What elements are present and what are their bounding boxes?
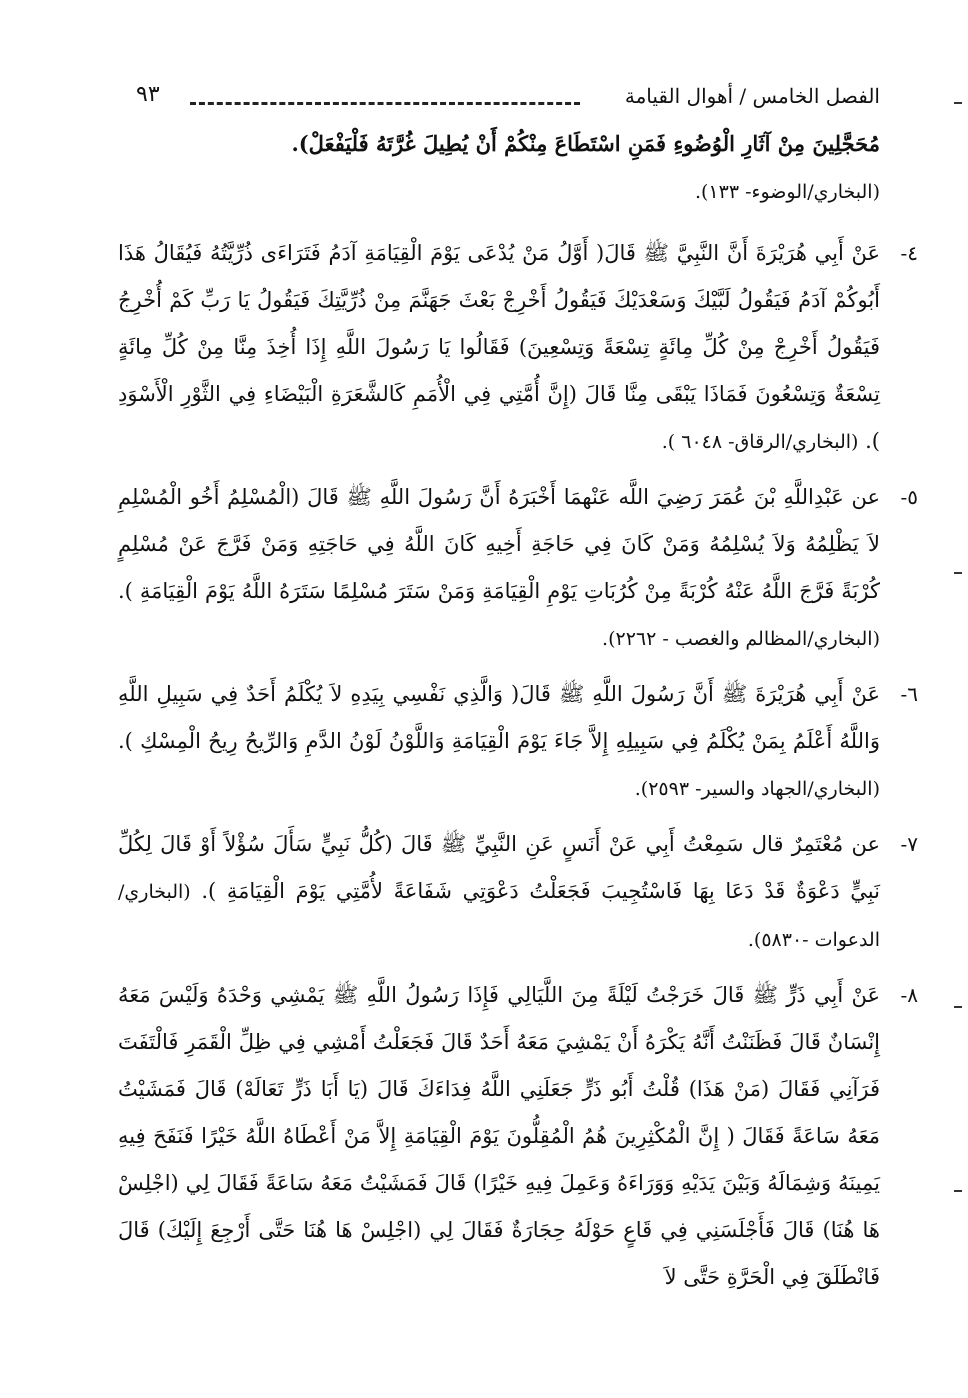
chapter-title: الفصل الخامس / أهوال القيامة <box>624 84 880 108</box>
intro-text: مُحَجَّلِينَ مِنْ آثَارِ الْوُضُوءِ فَمَنِ اسْتَطَاعَ مِنْكُمْ أَنْ يُطِيلَ غُرَّتَهُ فَلْيَفْعَلْ). <box>291 131 880 156</box>
document-page <box>118 80 918 1380</box>
hadith-paragraph-8: ٨- عَنْ أَبِي ذَرٍّ ﷺ قَالَ خَرَجْتُ لَيْلَةً مِنَ اللَّيَالِي فَإِذَا رَسُولُ اللَّهِ ﷺ يَمْشِي وَحْدَهُ وَلَيْسَ مَعَهُ إِنْسَانٌ قَالَ فَظَنَنْتُ أَنَّهُ يَكْرَهُ أَنْ يَمْشِيَ مَعَهُ أَحَدٌ قَالَ فَجَعَلْتُ أَمْشِي فِي ظِلِّ الْقَمَرِ فَالْتَفَتَ فَرَآنِي فَقَالَ (مَنْ هَذَا) قُلْتُ أَبُو ذَرٍّ جَعَلَنِي اللَّهُ فِدَاءَكَ قَالَ (يَا أَبَا ذَرٍّ تَعَالَهْ) قَالَ فَمَشَيْتُ مَعَهُ سَاعَةً فَقَالَ ( إِنَّ الْمُكْثِرِينَ هُمُ الْمُقِلُّونَ يَوْمَ الْقِيَامَةِ إِلاَّ مَنْ أَعْطَاهُ اللَّهُ خَيْرًا فَنَفَحَ فِيهِ يَمِينَهُ وَشِمَالَهُ وَبَيْنَ يَدَيْهِ وَوَرَاءَهُ وَعَمِلَ فِيهِ خَيْرًا) قَالَ فَمَشَيْتُ مَعَهُ سَاعَةً فَقَالَ لِي (اجْلِسْ هَا هُنَا) قَالَ فَأَجْلَسَنِي فِي قَاعٍ حَوْلَهُ حِجَارَةٌ فَقَالَ لِي (اجْلِسْ هَا هُنَا حَتَّى أَرْجِعَ إِلَيْكَ) قَالَ فَانْطَلَقَ فِي الْحَرَّةِ حَتَّى لاَ <box>118 983 918 1289</box>
hadith-paragraph-6: ٦- عَنْ أَبِي هُرَيْرَةَ ﷺ أَنَّ رَسُولَ اللَّهِ ﷺ قَالَ( وَالَّذِي نَفْسِي بِيَدِهِ لاَ يُكْلَمُ أَحَدٌ فِي سَبِيلِ اللَّهِ وَاللَّهُ أَعْلَمُ بِمَنْ يُكْلَمُ فِي سَبِيلِهِ إِلاَّ جَاءَ يَوْمَ الْقِيَامَةِ وَاللَّوْنُ لَوْنُ الدَّمِ وَالرِّيحُ رِيحُ الْمِسْكِ ). (البخاري/الجهاد والسير- ٢٥٩٣). <box>118 682 918 800</box>
paragraph-source: (البخاري/الجهاد والسير- ٢٥٩٣). <box>634 778 880 800</box>
paragraph-text: عَنْ أَبِي هُرَيْرَةَ أَنَّ النَّبِيَّ ﷺ قَالَ( أَوَّلُ مَنْ يُدْعَى يَوْمَ الْقِيَامَةِ آدَمُ فَتَرَاءَى ذُرِّيَّتُهُ فَيُقَالُ هَذَا أَبُوكُمْ آدَمُ فَيَقُولُ لَبَّيْكَ وَسَعْدَيْكَ فَيَقُولُ أَخْرِجْ بَعْثَ جَهَنَّمَ مِنْ ذُرِّيَّتِكَ فَيَقُولُ يَا رَبِّ كَمْ أُخْرِجُ فَيَقُولُ أَخْرِجْ مِنْ كُلِّ مِائَةٍ تِسْعَةً وَتِسْعِينَ) فَقَالُوا يَا رَسُولَ اللَّهِ إِذَا أُخِذَ مِنَّا مِنْ كُلِّ مِائَةٍ تِسْعَةٌ وَتِسْعُونَ فَمَاذَا يَبْقَى مِنَّا قَالَ (إِنَّ أُمَّتِي فِي الْأُمَمِ كَالشَّعَرَةِ الْبَيْضَاءِ فِي الثَّوْرِ الْأَسْوَدِ ). <box>118 241 880 453</box>
paragraph-source: (البخاري/المظالم والغصب - ٢٢٦٢). <box>602 628 880 650</box>
paragraph-text: عن مُعْتَمِرٌ قال سَمِعْتُ أَبِي عَنْ أَنَسٍ عَنِ النَّبِيِّ ﷺ قَالَ (كُلُّ نَبِيٍّ سَأَلَ سُؤْلاً أَوْ قَالَ لِكُلِّ نَبِيٍّ دَعْوَةٌ قَدْ دَعَا بِهَا فَاسْتُجِيبَ فَجَعَلْتُ دَعْوَتِي شَفَاعَةً لأُمَّتِي يَوْمَ الْقِيَامَةِ ). <box>118 832 880 903</box>
edge-mark <box>954 102 962 104</box>
hadith-paragraph-7: ٧- عن مُعْتَمِرٌ قال سَمِعْتُ أَبِي عَنْ أَنَسٍ عَنِ النَّبِيِّ ﷺ قَالَ (كُلُّ نَبِيٍّ سَأَلَ سُؤْلاً أَوْ قَالَ لِكُلِّ نَبِيٍّ دَعْوَةٌ قَدْ دَعَا بِهَا فَاسْتُجِيبَ فَجَعَلْتُ دَعْوَتِي شَفَاعَةً لأُمَّتِي يَوْمَ الْقِيَامَةِ ). (البخاري/الدعوات -٥٨٣٠). <box>118 832 918 951</box>
hadith-paragraph-4: ٤- عَنْ أَبِي هُرَيْرَةَ أَنَّ النَّبِيَّ ﷺ قَالَ( أَوَّلُ مَنْ يُدْعَى يَوْمَ الْقِيَامَةِ آدَمُ فَتَرَاءَى ذُرِّيَّتُهُ فَيُقَالُ هَذَا أَبُوكُمْ آدَمُ فَيَقُولُ لَبَّيْكَ وَسَعْدَيْكَ فَيَقُولُ أَخْرِجْ بَعْثَ جَهَنَّمَ مِنْ ذُرِّيَّتِكَ فَيَقُولُ يَا رَبِّ كَمْ أُخْرِجُ فَيَقُولُ أَخْرِجْ مِنْ كُلِّ مِائَةٍ تِسْعَةً وَتِسْعِينَ) فَقَالُوا يَا رَسُولَ اللَّهِ إِذَا أُخِذَ مِنَّا مِنْ كُلِّ مِائَةٍ تِسْعَةٌ وَتِسْعُونَ فَمَاذَا يَبْقَى مِنَّا قَالَ (إِنَّ أُمَّتِي فِي الْأُمَمِ كَالشَّعَرَةِ الْبَيْضَاءِ فِي الثَّوْرِ الْأَسْوَدِ ). (البخاري/الرقاق- ٦٠٤٨ ). <box>118 241 918 453</box>
edge-mark <box>954 1190 962 1192</box>
intro-paragraph <box>118 120 880 216</box>
body-text <box>118 120 918 1302</box>
hadith-paragraph-5: ٥- عن عَبْدِاللَّهِ بْنَ عُمَرَ رَضِيَ اللَّه عَنْهمَا أَخْبَرَهُ أَنَّ رَسُولَ اللَّهِ ﷺ قَالَ (الْمُسْلِمُ أَخُو الْمُسْلِمِ لاَ يَظْلِمُهُ وَلاَ يُسْلِمُهُ وَمَنْ كَانَ فِي حَاجَةِ أَخِيهِ كَانَ اللَّهُ فِي حَاجَتِهِ وَمَنْ فَرَّجَ عَنْ مُسْلِمٍ كُرْبَةً فَرَّجَ اللَّهُ عَنْهُ كُرْبَةً مِنْ كُرُبَاتِ يَوْمِ الْقِيَامَةِ وَمَنْ سَتَرَ مُسْلِمًا سَتَرَهُ اللَّهُ يَوْمَ الْقِيَامَةِ ). (البخاري/المظالم والغصب - ٢٢٦٢). <box>118 485 918 650</box>
edge-mark <box>954 1006 962 1008</box>
paragraph-text: عَنْ أَبِي ذَرٍّ ﷺ قَالَ خَرَجْتُ لَيْلَةً مِنَ اللَّيَالِي فَإِذَا رَسُولُ اللَّهِ ﷺ يَمْشِي وَحْدَهُ وَلَيْسَ مَعَهُ إِنْسَانٌ قَالَ فَظَنَنْتُ أَنَّهُ يَكْرَهُ أَنْ يَمْشِيَ مَعَهُ أَحَدٌ قَالَ فَجَعَلْتُ أَمْشِي فِي ظِلِّ الْقَمَرِ فَالْتَفَتَ فَرَآنِي فَقَالَ (مَنْ هَذَا) قُلْتُ أَبُو ذَرٍّ جَعَلَنِي اللَّهُ فِدَاءَكَ قَالَ (يَا أَبَا ذَرٍّ تَعَالَهْ) قَالَ فَمَشَيْتُ مَعَهُ سَاعَةً فَقَالَ ( إِنَّ الْمُكْثِرِينَ هُمُ الْمُقِلُّونَ يَوْمَ الْقِيَامَةِ إِلاَّ مَنْ أَعْطَاهُ اللَّهُ خَيْرًا فَنَفَحَ فِيهِ يَمِينَهُ وَشِمَالَهُ وَبَيْنَ يَدَيْهِ وَوَرَاءَهُ وَعَمِلَ فِيهِ خَيْرًا) قَالَ فَمَشَيْتُ مَعَهُ سَاعَةً فَقَالَ لِي (اجْلِسْ هَا هُنَا) قَالَ فَأَجْلَسَنِي فِي قَاعٍ حَوْلَهُ حِجَارَةٌ فَقَالَ لِي (اجْلِسْ هَا هُنَا حَتَّى أَرْجِعَ إِلَيْكَ) قَالَ فَانْطَلَقَ فِي الْحَرَّةِ حَتَّى لاَ <box>118 983 880 1289</box>
paragraph-text: عن عَبْدِاللَّهِ بْنَ عُمَرَ رَضِيَ اللَّه عَنْهمَا أَخْبَرَهُ أَنَّ رَسُولَ اللَّهِ ﷺ قَالَ (الْمُسْلِمُ أَخُو الْمُسْلِمِ لاَ يَظْلِمُهُ وَلاَ يُسْلِمُهُ وَمَنْ كَانَ فِي حَاجَةِ أَخِيهِ كَانَ اللَّهُ فِي حَاجَتِهِ وَمَنْ فَرَّجَ عَنْ مُسْلِمٍ كُرْبَةً فَرَّجَ اللَّهُ عَنْهُ كُرْبَةً مِنْ كُرُبَاتِ يَوْمِ الْقِيَامَةِ وَمَنْ سَتَرَ مُسْلِمًا سَتَرَهُ اللَّهُ يَوْمَ الْقِيَامَةِ ). <box>118 485 880 603</box>
intro-source: (البخاري/الوضوء- ١٣٣). <box>694 181 880 203</box>
header-dotted-rule <box>190 102 580 105</box>
running-header <box>118 80 880 120</box>
paragraph-text: عَنْ أَبِي هُرَيْرَةَ ﷺ أَنَّ رَسُولَ اللَّهِ ﷺ قَالَ( وَالَّذِي نَفْسِي بِيَدِهِ لاَ يُكْلَمُ أَحَدٌ فِي سَبِيلِ اللَّهِ وَاللَّهُ أَعْلَمُ بِمَنْ يُكْلَمُ فِي سَبِيلِهِ إِلاَّ جَاءَ يَوْمَ الْقِيَامَةِ وَاللَّوْنُ لَوْنُ الدَّمِ وَالرِّيحُ رِيحُ الْمِسْكِ ). <box>118 682 880 753</box>
page-number: ٩٣ <box>136 82 160 107</box>
page-edge-marks <box>952 0 962 1398</box>
edge-mark <box>954 572 962 574</box>
paragraph-source: (البخاري/الرقاق- ٦٠٤٨ ). <box>661 431 859 453</box>
paragraph-source: (البخاري/الدعوات -٥٨٣٠). <box>118 881 880 951</box>
